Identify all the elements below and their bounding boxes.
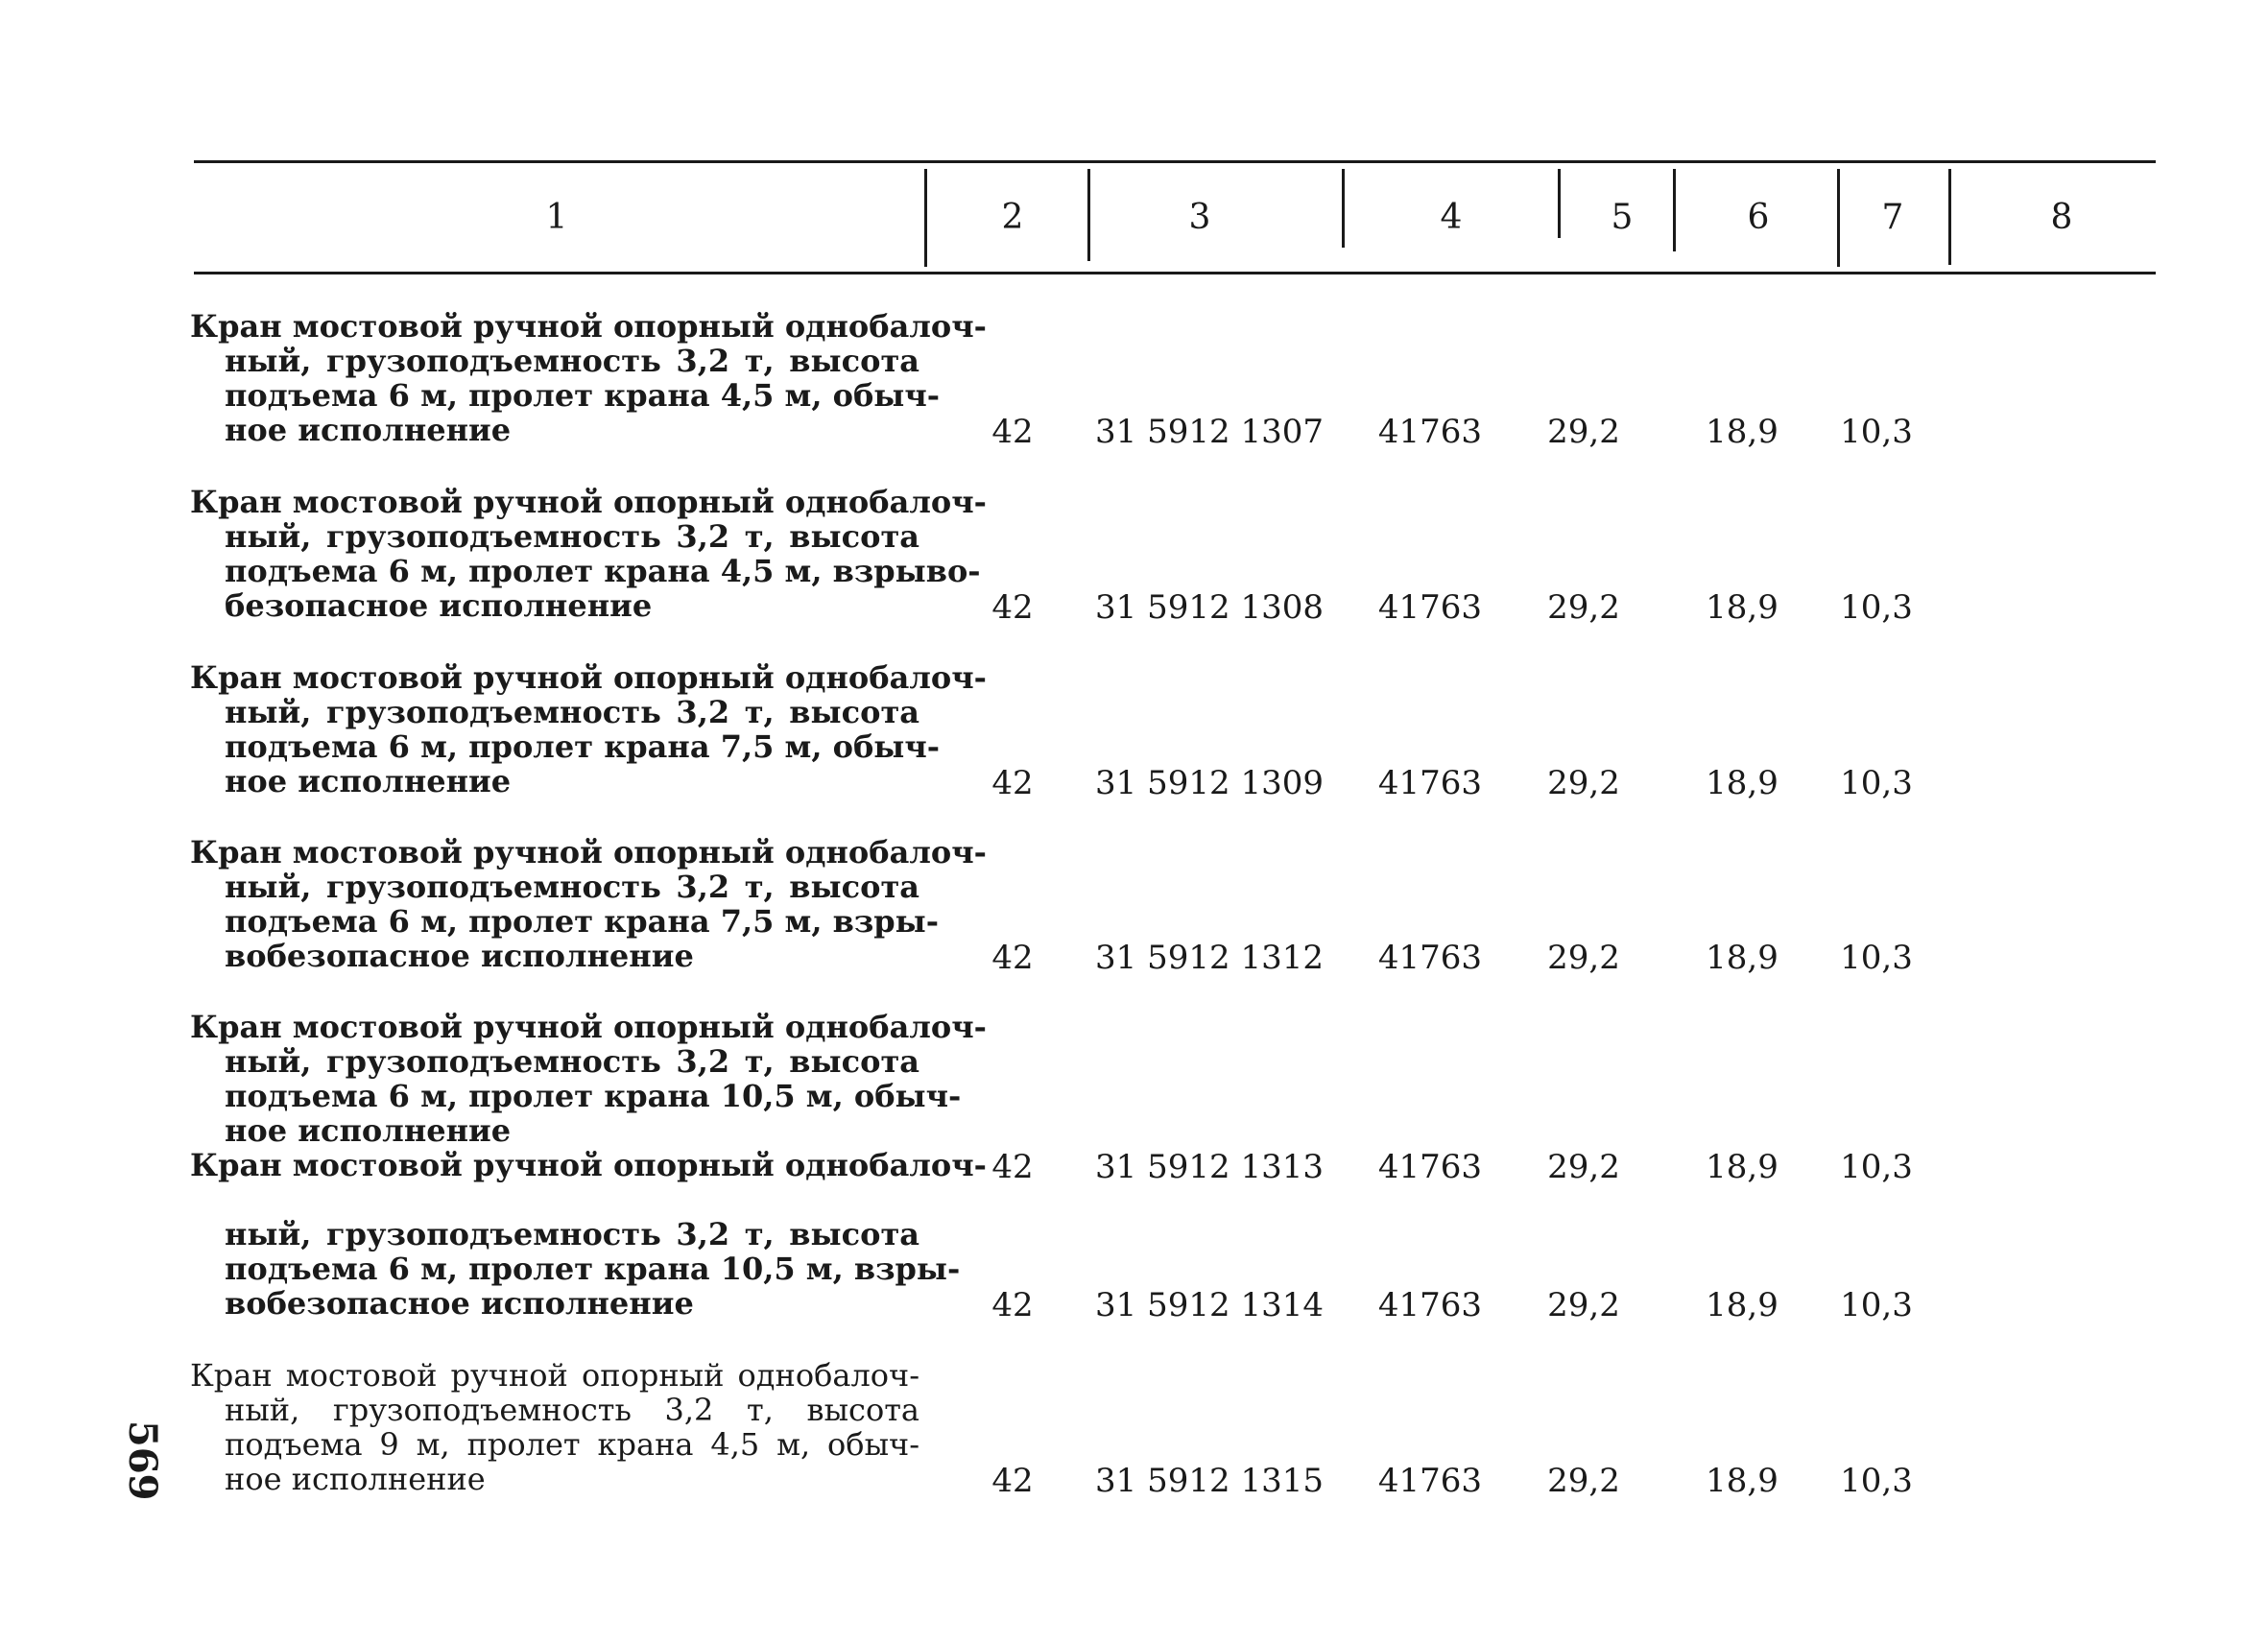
cell-col6: 18,9 xyxy=(1706,1148,1779,1186)
column-separator xyxy=(1948,169,1951,265)
cell-code: 31 5912 1312 xyxy=(1095,939,1324,977)
description-line: вобезопасное исполнение xyxy=(225,938,694,974)
cell-col7: 10,3 xyxy=(1840,764,1913,802)
description-line: подъема 6 м, пролет крана 10,5 м, обыч- xyxy=(225,1078,962,1114)
description-line: ный, грузоподъемность 3,2 т, высота xyxy=(225,869,919,905)
cell-col2: 42 xyxy=(991,413,1034,451)
cell-col6: 18,9 xyxy=(1706,1286,1779,1324)
cell-col2: 42 xyxy=(991,1148,1034,1186)
column-separator xyxy=(1837,169,1840,267)
row-description xyxy=(190,1216,961,1322)
cell-col6: 18,9 xyxy=(1706,764,1779,802)
description-line: ное исполнение xyxy=(225,412,512,448)
cell-col7: 10,3 xyxy=(1840,1286,1913,1324)
cell-code: 31 5912 1307 xyxy=(1095,413,1324,451)
column-header-1: 1 xyxy=(545,198,568,237)
description-line: Кран мостовой ручной опорный однобалоч- xyxy=(190,659,987,696)
row-description xyxy=(190,1358,919,1496)
description-line: Кран мостовой ручной опорный однобалоч- xyxy=(190,1147,987,1183)
cell-col7: 10,3 xyxy=(1840,588,1913,627)
cell-col2: 42 xyxy=(991,588,1034,627)
description-line: подъема 9 м, пролет крана 4,5 м, обыч- xyxy=(225,1426,919,1463)
cell-col6: 18,9 xyxy=(1706,1462,1779,1500)
column-separator xyxy=(1558,169,1561,238)
cell-col5: 29,2 xyxy=(1547,1462,1620,1500)
cell-col6: 18,9 xyxy=(1706,588,1779,627)
cell-col7: 10,3 xyxy=(1840,939,1913,977)
column-separator xyxy=(1673,169,1676,251)
row-description xyxy=(190,484,987,624)
page-number: 569 xyxy=(120,1420,165,1501)
cell-col4: 41763 xyxy=(1377,1462,1483,1500)
cell-col7: 10,3 xyxy=(1840,1462,1913,1500)
cell-col7: 10,3 xyxy=(1840,413,1913,451)
row-description xyxy=(190,308,987,448)
description-line: подъема 6 м, пролет крана 7,5 м, взры- xyxy=(225,903,939,940)
header-top-rule xyxy=(194,160,2156,163)
description-line: подъема 6 м, пролет крана 7,5 м, обыч- xyxy=(225,728,941,765)
cell-col4: 41763 xyxy=(1377,939,1483,977)
cell-col5: 29,2 xyxy=(1547,1148,1620,1186)
cell-code: 31 5912 1308 xyxy=(1095,588,1324,627)
cell-col4: 41763 xyxy=(1377,413,1483,451)
cell-col6: 18,9 xyxy=(1706,939,1779,977)
description-line: подъема 6 м, пролет крана 4,5 м, обыч- xyxy=(225,377,941,414)
cell-col4: 41763 xyxy=(1377,1148,1483,1186)
description-line: безопасное исполнение xyxy=(225,587,653,624)
cell-col4: 41763 xyxy=(1377,764,1483,802)
cell-col5: 29,2 xyxy=(1547,764,1620,802)
description-line: Кран мостовой ручной опорный однобалоч- xyxy=(190,1009,987,1045)
cell-col6: 18,9 xyxy=(1706,413,1779,451)
cell-code: 31 5912 1314 xyxy=(1095,1286,1324,1324)
cell-col4: 41763 xyxy=(1377,1286,1483,1324)
description-line: ный, грузоподъемность 3,2 т, высота xyxy=(225,1043,919,1080)
header-bottom-rule xyxy=(194,272,2156,274)
row-description xyxy=(190,659,987,799)
cell-col7: 10,3 xyxy=(1840,1148,1913,1186)
description-line: ное исполнение xyxy=(225,763,512,799)
cell-code: 31 5912 1309 xyxy=(1095,764,1324,802)
description-line: Кран мостовой ручной опорный однобалоч- xyxy=(190,308,987,345)
description-line: ное исполнение xyxy=(225,1112,512,1149)
description-line: подъема 6 м, пролет крана 10,5 м, взры- xyxy=(225,1251,961,1287)
column-separator xyxy=(1342,169,1345,248)
description-line: Кран мостовой ручной опорный однобалоч- xyxy=(190,834,987,870)
description-line: Кран мостовой ручной опорный однобалоч- xyxy=(190,484,987,520)
column-header-2: 2 xyxy=(1001,198,1024,237)
description-line: ное исполнение xyxy=(225,1461,486,1497)
column-header-5: 5 xyxy=(1611,198,1634,237)
row-description xyxy=(190,1009,987,1183)
column-separator xyxy=(924,169,927,267)
description-line: подъема 6 м, пролет крана 4,5 м, взрыво- xyxy=(225,553,981,589)
description-line: вобезопасное исполнение xyxy=(225,1285,694,1322)
cell-col2: 42 xyxy=(991,764,1034,802)
cell-col2: 42 xyxy=(991,1462,1034,1500)
description-line: ный, грузоподъемность 3,2 т, высота xyxy=(225,343,919,379)
cell-col4: 41763 xyxy=(1377,588,1483,627)
cell-code: 31 5912 1315 xyxy=(1095,1462,1324,1500)
column-header-4: 4 xyxy=(1440,198,1463,237)
cell-col2: 42 xyxy=(991,939,1034,977)
description-line: ный, грузоподъемность 3,2 т, высота xyxy=(225,1216,919,1252)
cell-col2: 42 xyxy=(991,1286,1034,1324)
column-separator xyxy=(1087,169,1090,261)
description-line: Кран мостовой ручной опорный однобалоч- xyxy=(190,1357,919,1394)
column-header-3: 3 xyxy=(1188,198,1211,237)
row-description xyxy=(190,834,987,974)
cell-col5: 29,2 xyxy=(1547,1286,1620,1324)
cell-col5: 29,2 xyxy=(1547,413,1620,451)
column-header-8: 8 xyxy=(2050,198,2073,237)
description-line: ный, грузоподъемность 3,2 т, высота xyxy=(225,694,919,730)
cell-col5: 29,2 xyxy=(1547,588,1620,627)
cell-code: 31 5912 1313 xyxy=(1095,1148,1324,1186)
description-line: ный, грузоподъемность 3,2 т, высота xyxy=(225,518,919,555)
column-header-7: 7 xyxy=(1881,198,1904,237)
column-header-6: 6 xyxy=(1747,198,1770,237)
cell-col5: 29,2 xyxy=(1547,939,1620,977)
description-line: ный, грузоподъемность 3,2 т, высота xyxy=(225,1392,919,1428)
